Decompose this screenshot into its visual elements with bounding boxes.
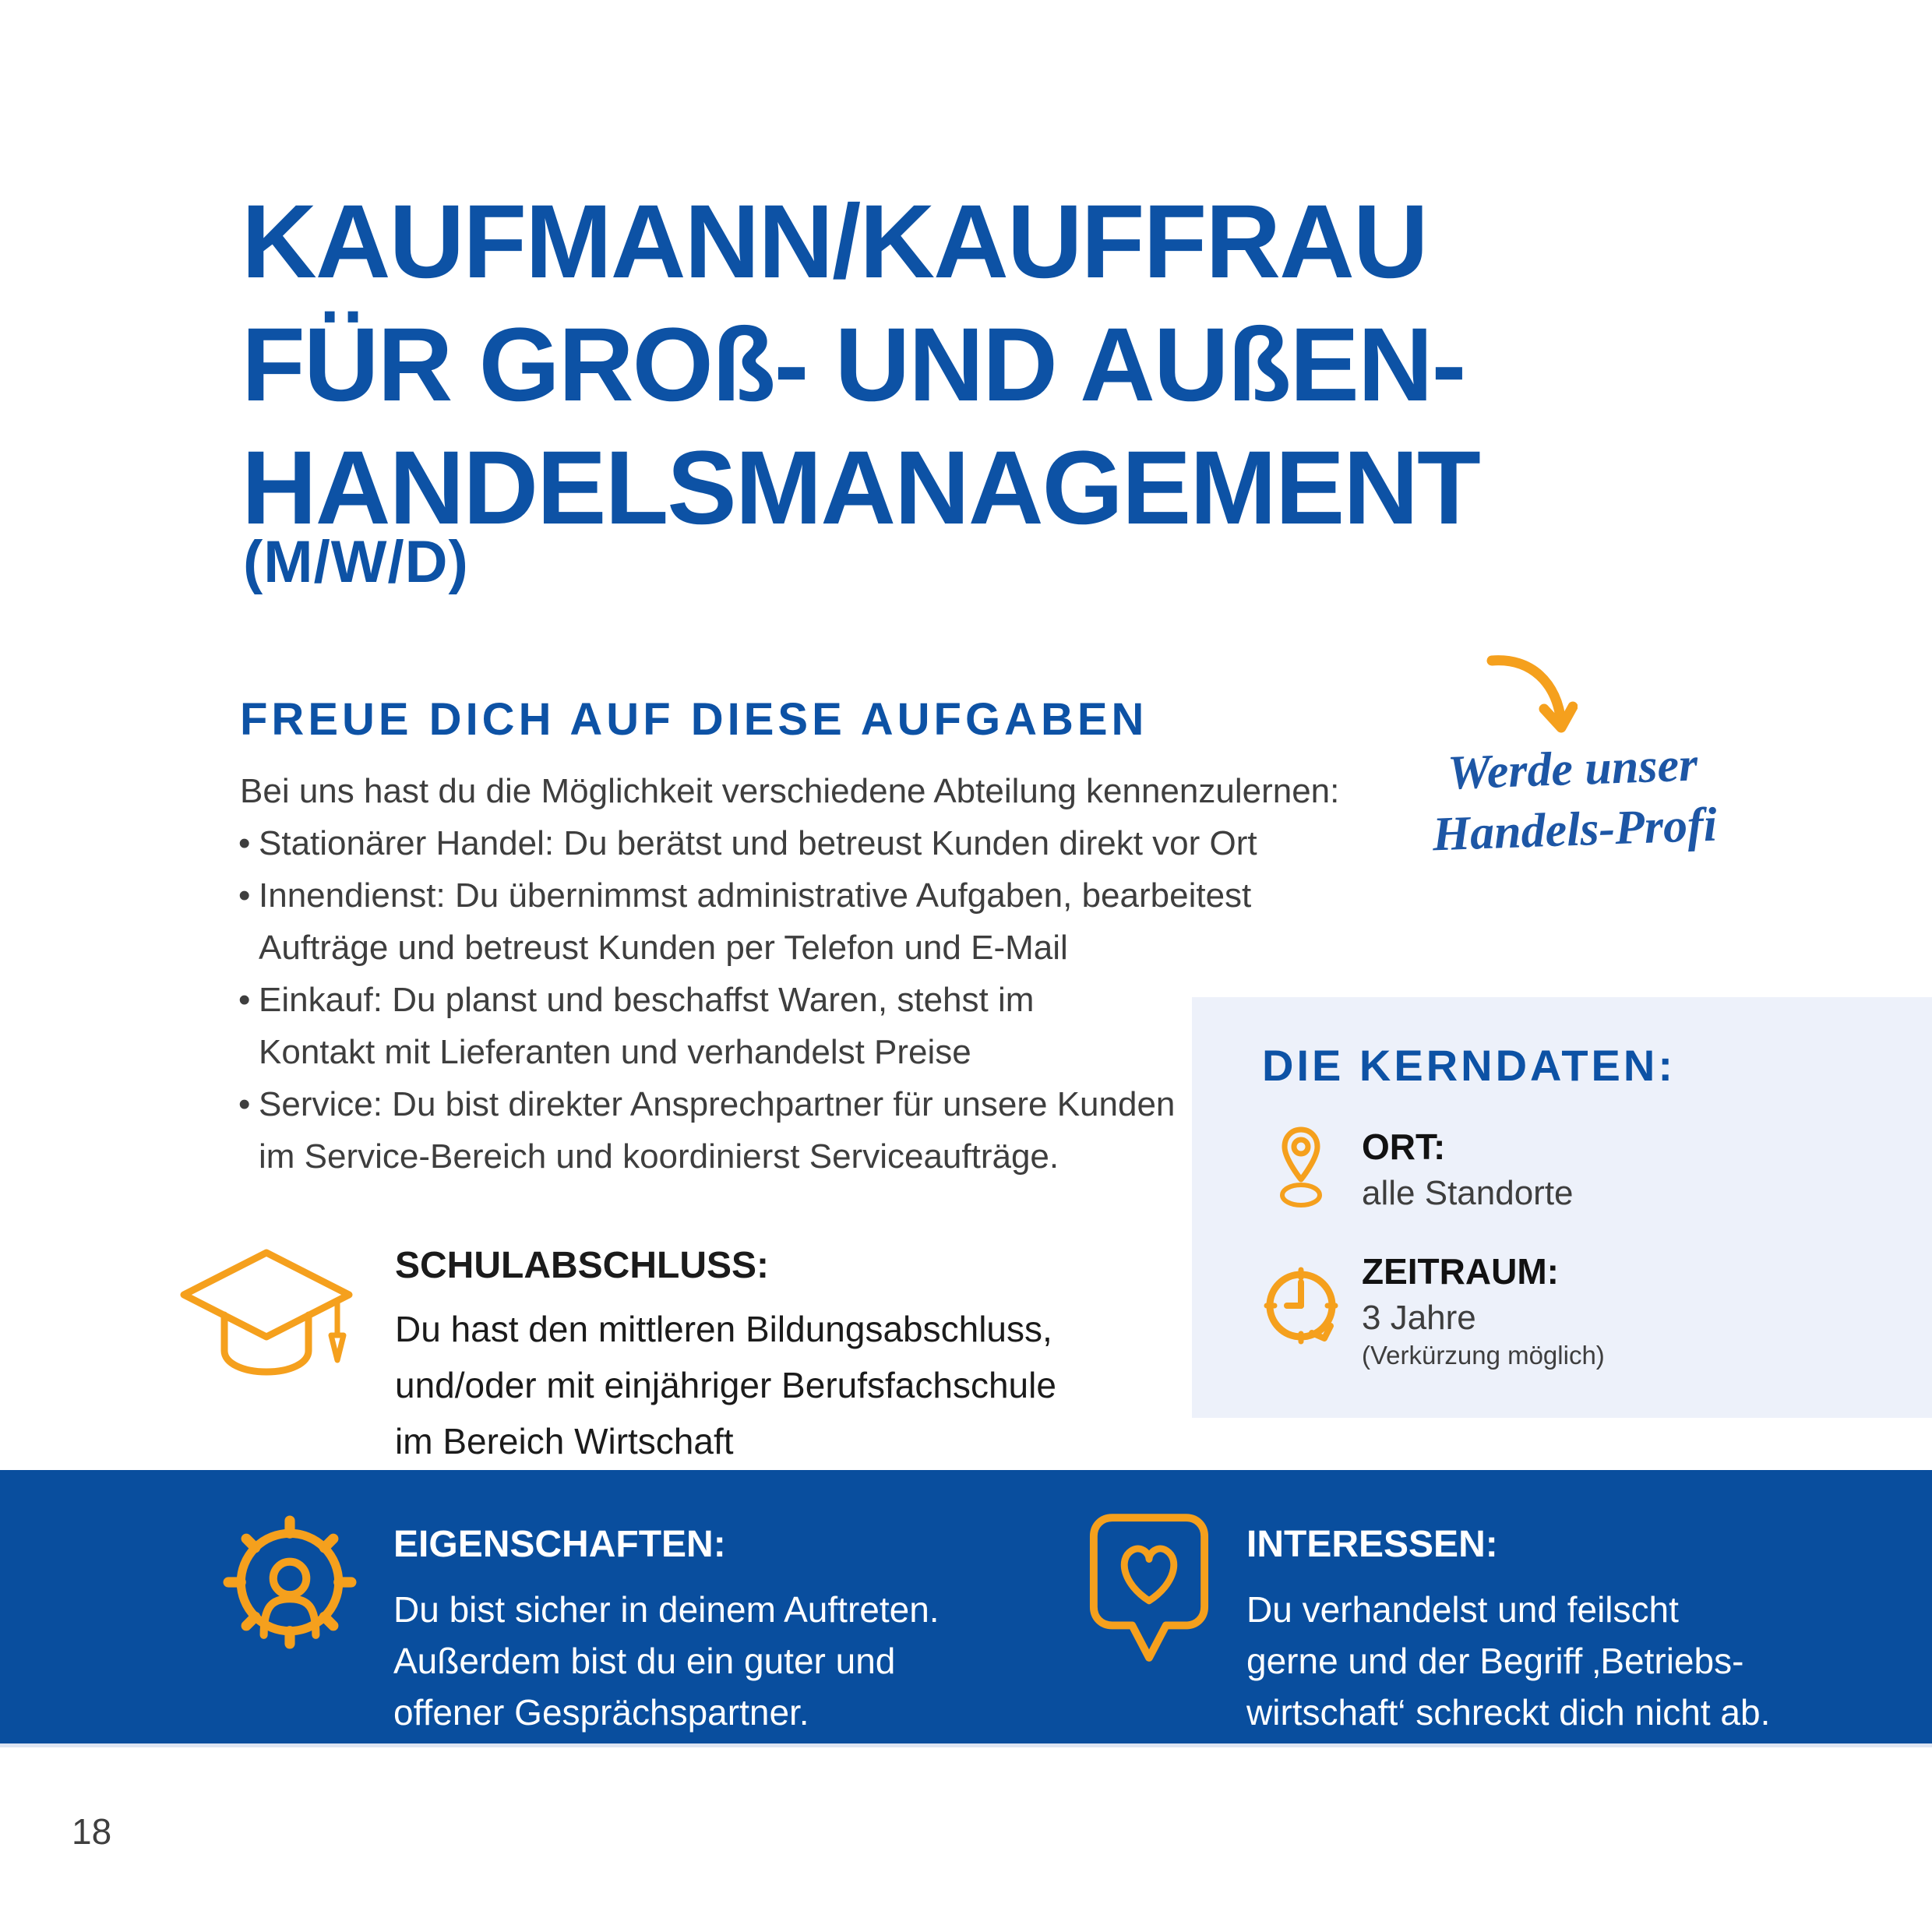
curved-arrow-icon	[1484, 651, 1578, 737]
interessen-line: wirtschaft‘ schreckt dich nicht ab.	[1246, 1692, 1771, 1733]
callout-script	[1377, 732, 1770, 866]
eigenschaften-heading: EIGENSCHAFTEN:	[393, 1524, 726, 1565]
bullet-line: Kontakt mit Lieferanten und verhandelst Preise	[259, 1033, 971, 1071]
aufgaben-heading: FREUE DICH AUF DIESE AUFGABEN	[240, 694, 1148, 745]
bottom-band	[0, 1470, 1932, 1747]
kerndaten-heading: DIE KERNDATEN:	[1262, 1041, 1676, 1090]
bullet-line: • Stationärer Handel: Du berätst und betreust Kunden direkt vor Ort	[259, 824, 1257, 862]
kerndaten-row-ort	[1262, 1126, 1932, 1214]
kerndaten-panel	[1192, 997, 1932, 1418]
zeitraum-note: (Verkürzung möglich)	[1362, 1341, 1605, 1370]
eigenschaften-line: offener Gesprächspartner.	[393, 1692, 809, 1733]
bullet-line: im Service-Bereich und koordinierst Serviceaufträge.	[259, 1137, 1059, 1176]
title-gender-suffix: (M/W/D)	[243, 529, 469, 595]
interessen-heading: INTERESSEN:	[1246, 1524, 1498, 1565]
title-line-3: HANDELSMANAGEMENT	[242, 430, 1479, 546]
ort-label: ORT:	[1362, 1126, 1446, 1167]
zeitraum-value: 3 Jahre	[1362, 1299, 1476, 1337]
list-item	[240, 974, 1331, 1078]
callout-line-1: Werde unser	[1447, 738, 1699, 800]
ort-value: alle Standorte	[1362, 1174, 1574, 1212]
list-item	[240, 869, 1331, 974]
graduation-cap-icon	[173, 1243, 360, 1399]
bullet-line: Aufträge und betreust Kunden per Telefon und E-Mail	[259, 929, 1068, 967]
section-interessen	[1246, 1525, 1770, 1738]
section-schulabschluss	[395, 1245, 1056, 1469]
section-aufgaben	[240, 694, 1340, 1183]
bullet-line: • Service: Du bist direkter Ansprechpartner für unsere Kunden	[259, 1085, 1176, 1123]
list-item	[240, 817, 1331, 869]
bullet-line: • Innendienst: Du übernimmst administrative Aufgaben, bearbeitest	[259, 876, 1252, 915]
schulabschluss-heading: SCHULABSCHLUSS:	[395, 1245, 769, 1286]
eigenschaften-line: Du bist sicher in deinem Auftreten.	[393, 1589, 940, 1630]
page-number: 18	[72, 1811, 112, 1852]
bullet-line: • Einkauf: Du planst und beschaffst Waren, stehst im	[259, 981, 1035, 1019]
interessen-line: gerne und der Begriff ‚Betriebs-	[1246, 1641, 1744, 1681]
callout-line-2: Handels-Profi	[1431, 798, 1718, 862]
eigenschaften-line: Außerdem bist du ein guter und	[393, 1641, 896, 1681]
schulabschluss-line: im Bereich Wirtschaft	[395, 1421, 734, 1461]
title-line-2: FÜR GROß- UND AUßEN-	[242, 307, 1465, 423]
kerndaten-row-zeitraum	[1262, 1251, 1932, 1371]
clock-icon	[1262, 1251, 1340, 1357]
aufgaben-intro: Bei uns hast du die Möglichkeit verschiedene Abteilung kennenzulernen:	[240, 772, 1340, 810]
schulabschluss-line: Du hast den mittleren Bildungsabschluss,	[395, 1309, 1052, 1349]
page-title	[242, 181, 1479, 550]
interessen-line: Du verhandelst und feilscht	[1246, 1589, 1679, 1630]
aufgaben-list	[240, 817, 1331, 1183]
title-line-1: KAUFMANN/KAUFFRAU	[242, 184, 1427, 300]
section-eigenschaften	[393, 1525, 940, 1738]
list-item	[240, 1078, 1331, 1183]
heart-bubble-icon	[1088, 1511, 1211, 1670]
gear-person-icon	[223, 1515, 357, 1649]
location-pin-icon	[1262, 1126, 1340, 1211]
zeitraum-label: ZEITRAUM:	[1362, 1251, 1559, 1292]
schulabschluss-line: und/oder mit einjähriger Berufsfachschule	[395, 1365, 1056, 1405]
